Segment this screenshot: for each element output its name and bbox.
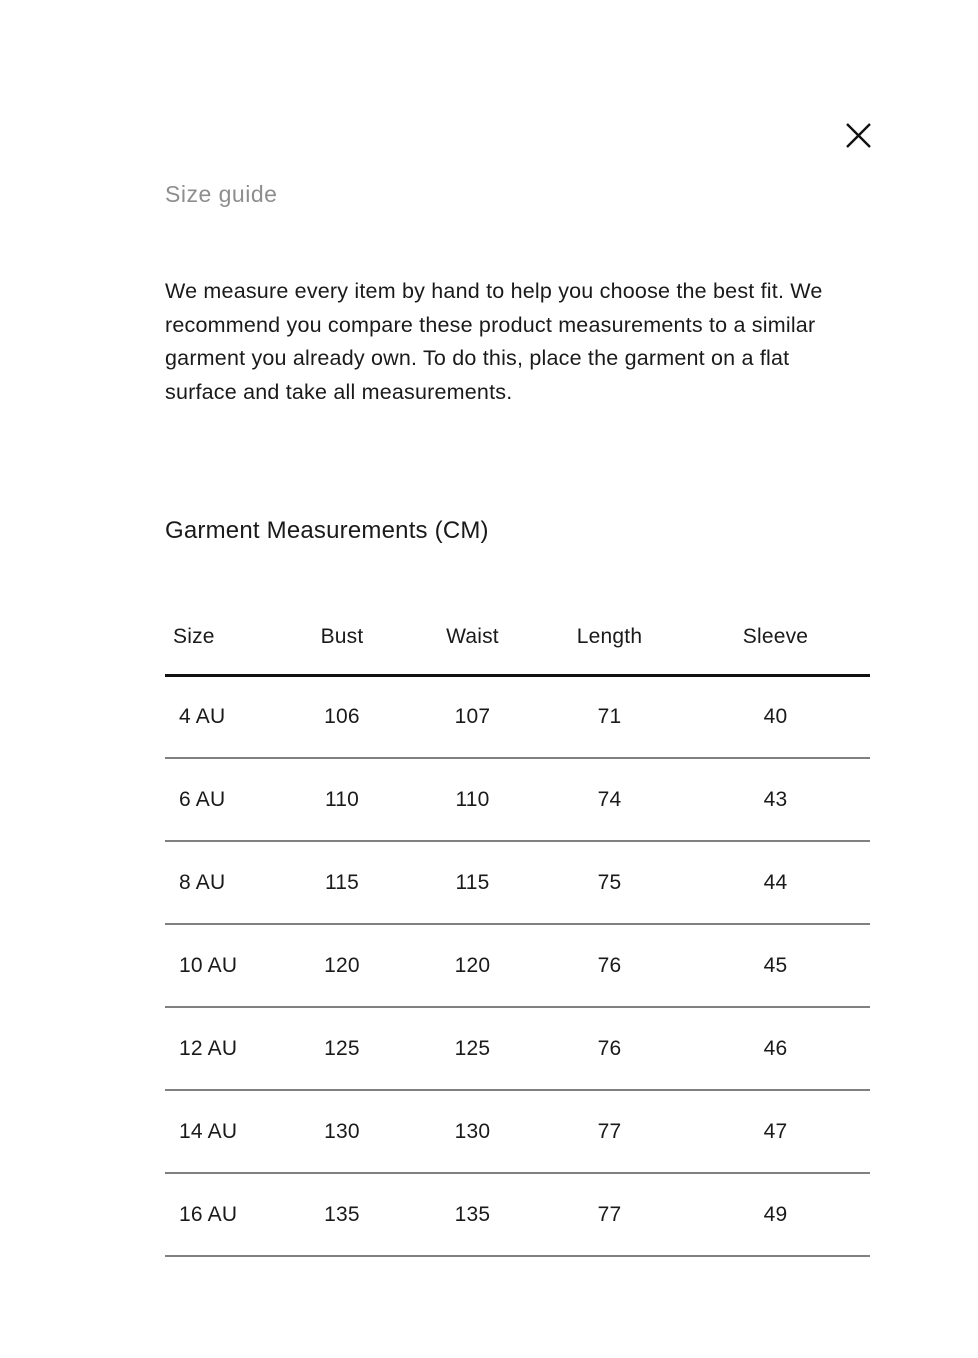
column-header: Size	[165, 600, 277, 675]
measurement-cell: 71	[538, 675, 681, 758]
column-header: Sleeve	[681, 600, 870, 675]
modal-title: Size guide	[165, 181, 278, 207]
size-cell: 6 AU	[165, 758, 277, 841]
measurement-cell: 115	[407, 841, 538, 924]
measurement-cell: 130	[277, 1090, 407, 1173]
size-cell: 12 AU	[165, 1007, 277, 1090]
measurement-cell: 107	[407, 675, 538, 758]
measurement-cell: 77	[538, 1173, 681, 1256]
table-body	[165, 675, 870, 1256]
measurements-table	[165, 600, 870, 1257]
table-row	[165, 758, 870, 841]
measurement-cell: 130	[407, 1090, 538, 1173]
table-header-row	[165, 600, 870, 675]
measurement-cell: 115	[277, 841, 407, 924]
size-cell: 16 AU	[165, 1173, 277, 1256]
measurement-cell: 76	[538, 924, 681, 1007]
measurement-cell: 46	[681, 1007, 870, 1090]
table-row	[165, 1090, 870, 1173]
measurement-cell: 47	[681, 1090, 870, 1173]
size-cell: 8 AU	[165, 841, 277, 924]
column-header: Bust	[277, 600, 407, 675]
size-cell: 4 AU	[165, 675, 277, 758]
measurement-cell: 40	[681, 675, 870, 758]
measurement-cell: 135	[407, 1173, 538, 1256]
measurement-cell: 44	[681, 841, 870, 924]
size-cell: 10 AU	[165, 924, 277, 1007]
table-row	[165, 841, 870, 924]
measurement-cell: 74	[538, 758, 681, 841]
measurement-cell: 135	[277, 1173, 407, 1256]
section-title: Garment Measurements (CM)	[165, 517, 489, 544]
close-button[interactable]	[836, 113, 880, 157]
measurement-cell: 77	[538, 1090, 681, 1173]
measurement-cell: 110	[277, 758, 407, 841]
table-row	[165, 1007, 870, 1090]
measurement-cell: 75	[538, 841, 681, 924]
column-header: Waist	[407, 600, 538, 675]
measurement-cell: 125	[407, 1007, 538, 1090]
column-header: Length	[538, 600, 681, 675]
measurement-cell: 125	[277, 1007, 407, 1090]
measurement-cell: 110	[407, 758, 538, 841]
close-icon	[845, 122, 872, 149]
measurement-cell: 106	[277, 675, 407, 758]
intro-paragraph: We measure every item by hand to help you choose the best fit. We recommend you compare these product measurements to a similar garment you already own. To do this, place the garment on a flat surface and take all measurements.	[165, 279, 823, 404]
measurement-cell: 120	[277, 924, 407, 1007]
size-cell: 14 AU	[165, 1090, 277, 1173]
table-head	[165, 600, 870, 675]
measurement-cell: 43	[681, 758, 870, 841]
measurement-cell: 120	[407, 924, 538, 1007]
table-row	[165, 675, 870, 758]
measurement-cell: 49	[681, 1173, 870, 1256]
measurement-cell: 45	[681, 924, 870, 1007]
table-row	[165, 924, 870, 1007]
table-row	[165, 1173, 870, 1256]
measurement-cell: 76	[538, 1007, 681, 1090]
